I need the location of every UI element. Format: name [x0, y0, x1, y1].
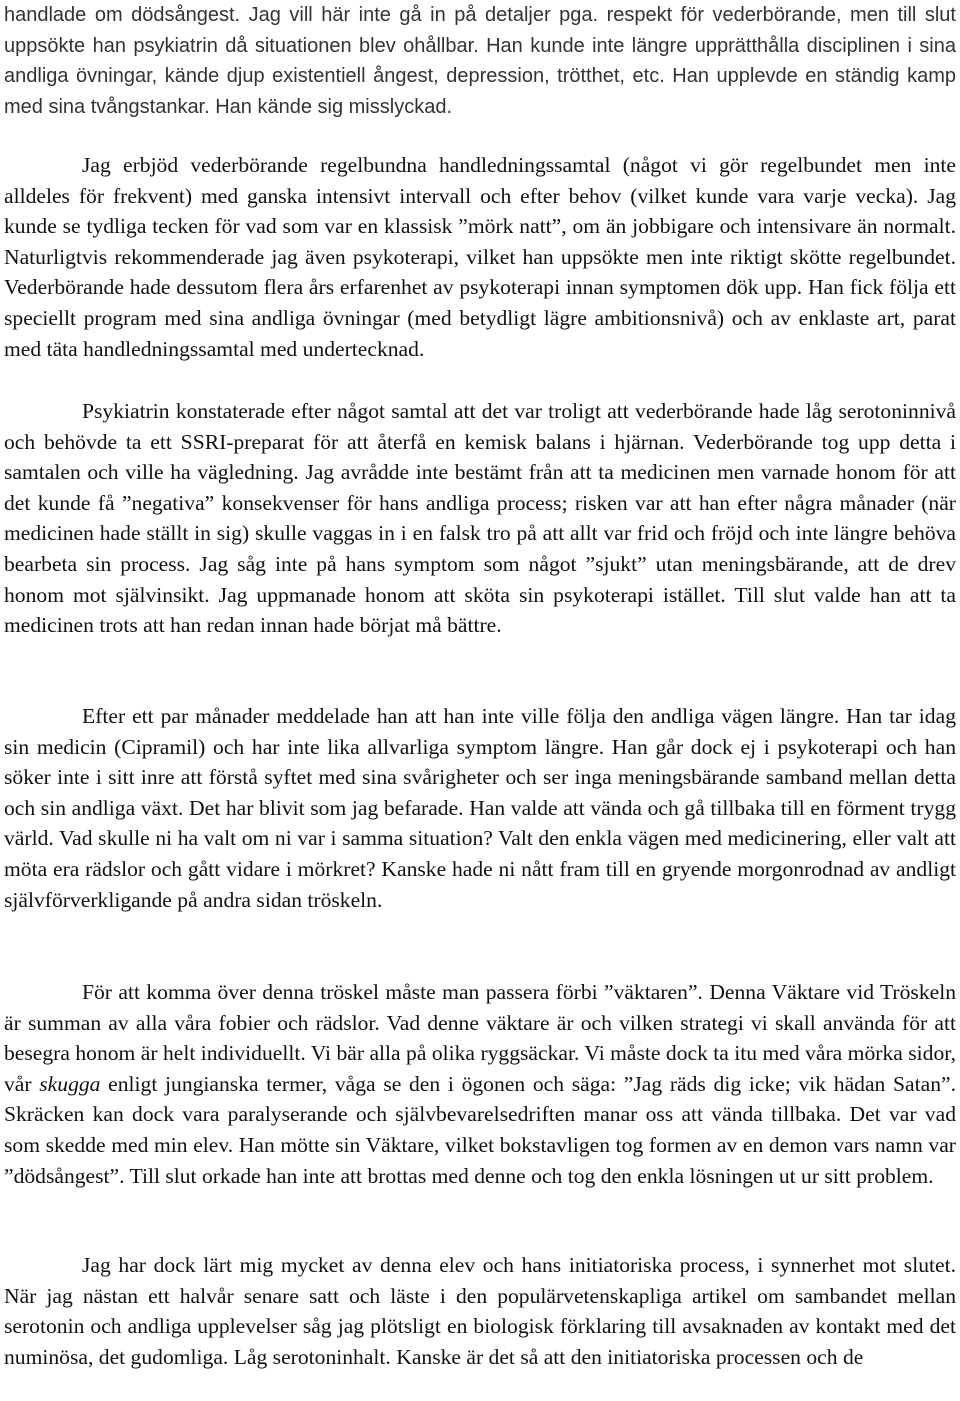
paragraph-threshold [4, 977, 956, 1191]
paragraph-threshold-part2: enligt jungianska termer, våga se den i ögonen och säga: ”Jag räds dig icke; vik hädan Satan”. Skräcken kan dock vara paralyserande och självbevarelsedriften manar oss att vända tillbaka. Det var vad som skedde med min elev. Han mötte sin Väktare, vilket bokstavligen tog formen av en demon vars namn var ”dödsångest”. Till slut orkade han inte att brottas med denne och tog den enkla lösningen ut ur sitt problem. [4, 1071, 956, 1188]
paragraph-threshold-part1: För att komma över denna tröskel måste man passera förbi ”väktaren”. Denna Väktare vid Tröskeln är summan av alla våra fobier och rädslor. Vad denne väktare är och vilken strategi vi skall använda för att besegra honom är helt individuellt. Vi bär alla på olika ryggsäckar. Vi måste dock ta itu med våra mörka sidor, vår [4, 980, 956, 1096]
paragraph-guidance: Jag erbjöd vederbörande regelbundna handledningssamtal (något vi gör regelbundet men inte alldeles för frekvent) med ganska intensivt intervall och efter behov (vilket kunde vara varje vecka). Jag kunde se tydliga tecken för vad som var en klassisk ”mörk natt”, om än jobbigare och intensivare än normalt. Naturligtvis rekommenderade jag även psykoterapi, vilket han uppsökte men inte riktigt skötte regelbundet. Vederbörande hade dessutom flera års erfarenhet av psykoterapi innan symptomen dök upp. Han fick följa ett speciellt program med sina andliga övningar (med betydligt lägre ambitionsnivå) och av enklaste art, parat med täta handledningssamtal med undertecknad. [4, 153, 956, 361]
paragraph-outcome: Efter ett par månader meddelade han att han inte ville följa den andliga vägen längre. Han tar idag sin medicin (Cipramil) och har inte lika allvarliga symptom längre. Han går dock ej i psykoterapi och han söker inte i sitt inre att förstå syftet med sina svårigheter och ser inga meningsbärande samband mellan detta och sin andliga växt. Det har blivit som jag befarade. Han valde att vända och gå tillbaka till en förment trygg värld. Vad skulle ni ha valt om ni var i samma situation? Valt den enkla vägen med medicinering, eller valt att möta era rädslor och gått vidare i mörkret? Kanske hade ni nått fram till en gryende morgonrodnad av andligt självförverkligande på andra sidan tröskeln. [4, 704, 956, 912]
paragraph-reflection: Jag har dock lärt mig mycket av denna elev och hans initiatoriska process, i synnerhet mot slutet. När jag nästan ett halvår senare satt och läste i den populärvetenskapliga artikel om sambandet mellan serotonin och andliga upplevelser såg jag plötsligt en biologisk förklaring till avsaknaden av kontakt med det numinösa, det gudomliga. Låg serotoninhalt. Kanske är det så att den initiatoriska processen och de [4, 1253, 956, 1369]
paragraph-threshold-italic: skugga [39, 1071, 101, 1096]
paragraph-intro: handlade om dödsångest. Jag vill här inte gå in på detaljer pga. respekt för vederbörande, men till slut uppsökte han psykiatrin då situationen blev ohållbar. Han kunde inte längre upprätthålla disciplinen i sina andliga övningar, kände djup existentiell ångest, depression, trötthet, etc. Han upplevde en ständig kamp med sina tvångstankar. Han kände sig misslyckad. [4, 4, 956, 118]
paragraph-psychiatry: Psykiatrin konstaterade efter något samtal att det var troligt att vederbörande hade låg serotoninnivå och behövde ta ett SSRI-preparat för att återfå en kemisk balans i hjärnan. Vederbörande tog upp detta i samtalen och ville ha vägledning. Jag avrådde inte bestämt från att ta medicinen men varnade honom för att det kunde få ”negativa” konsekvenser för hans andliga process; risken var att han efter några månader (när medicinen hade ställt in sig) skulle vaggas in i en falsk tro på att allt var frid och fröjd och inte längre behöva bearbeta sin process. Jag såg inte på hans symptom som något ”sjukt” utan meningsbärande, att de drev honom mot självinsikt. Jag uppmanade honom att sköta sin psykoterapi istället. Till slut valde han att ta medicinen trots att han redan innan hade börjat må bättre. [4, 399, 956, 638]
